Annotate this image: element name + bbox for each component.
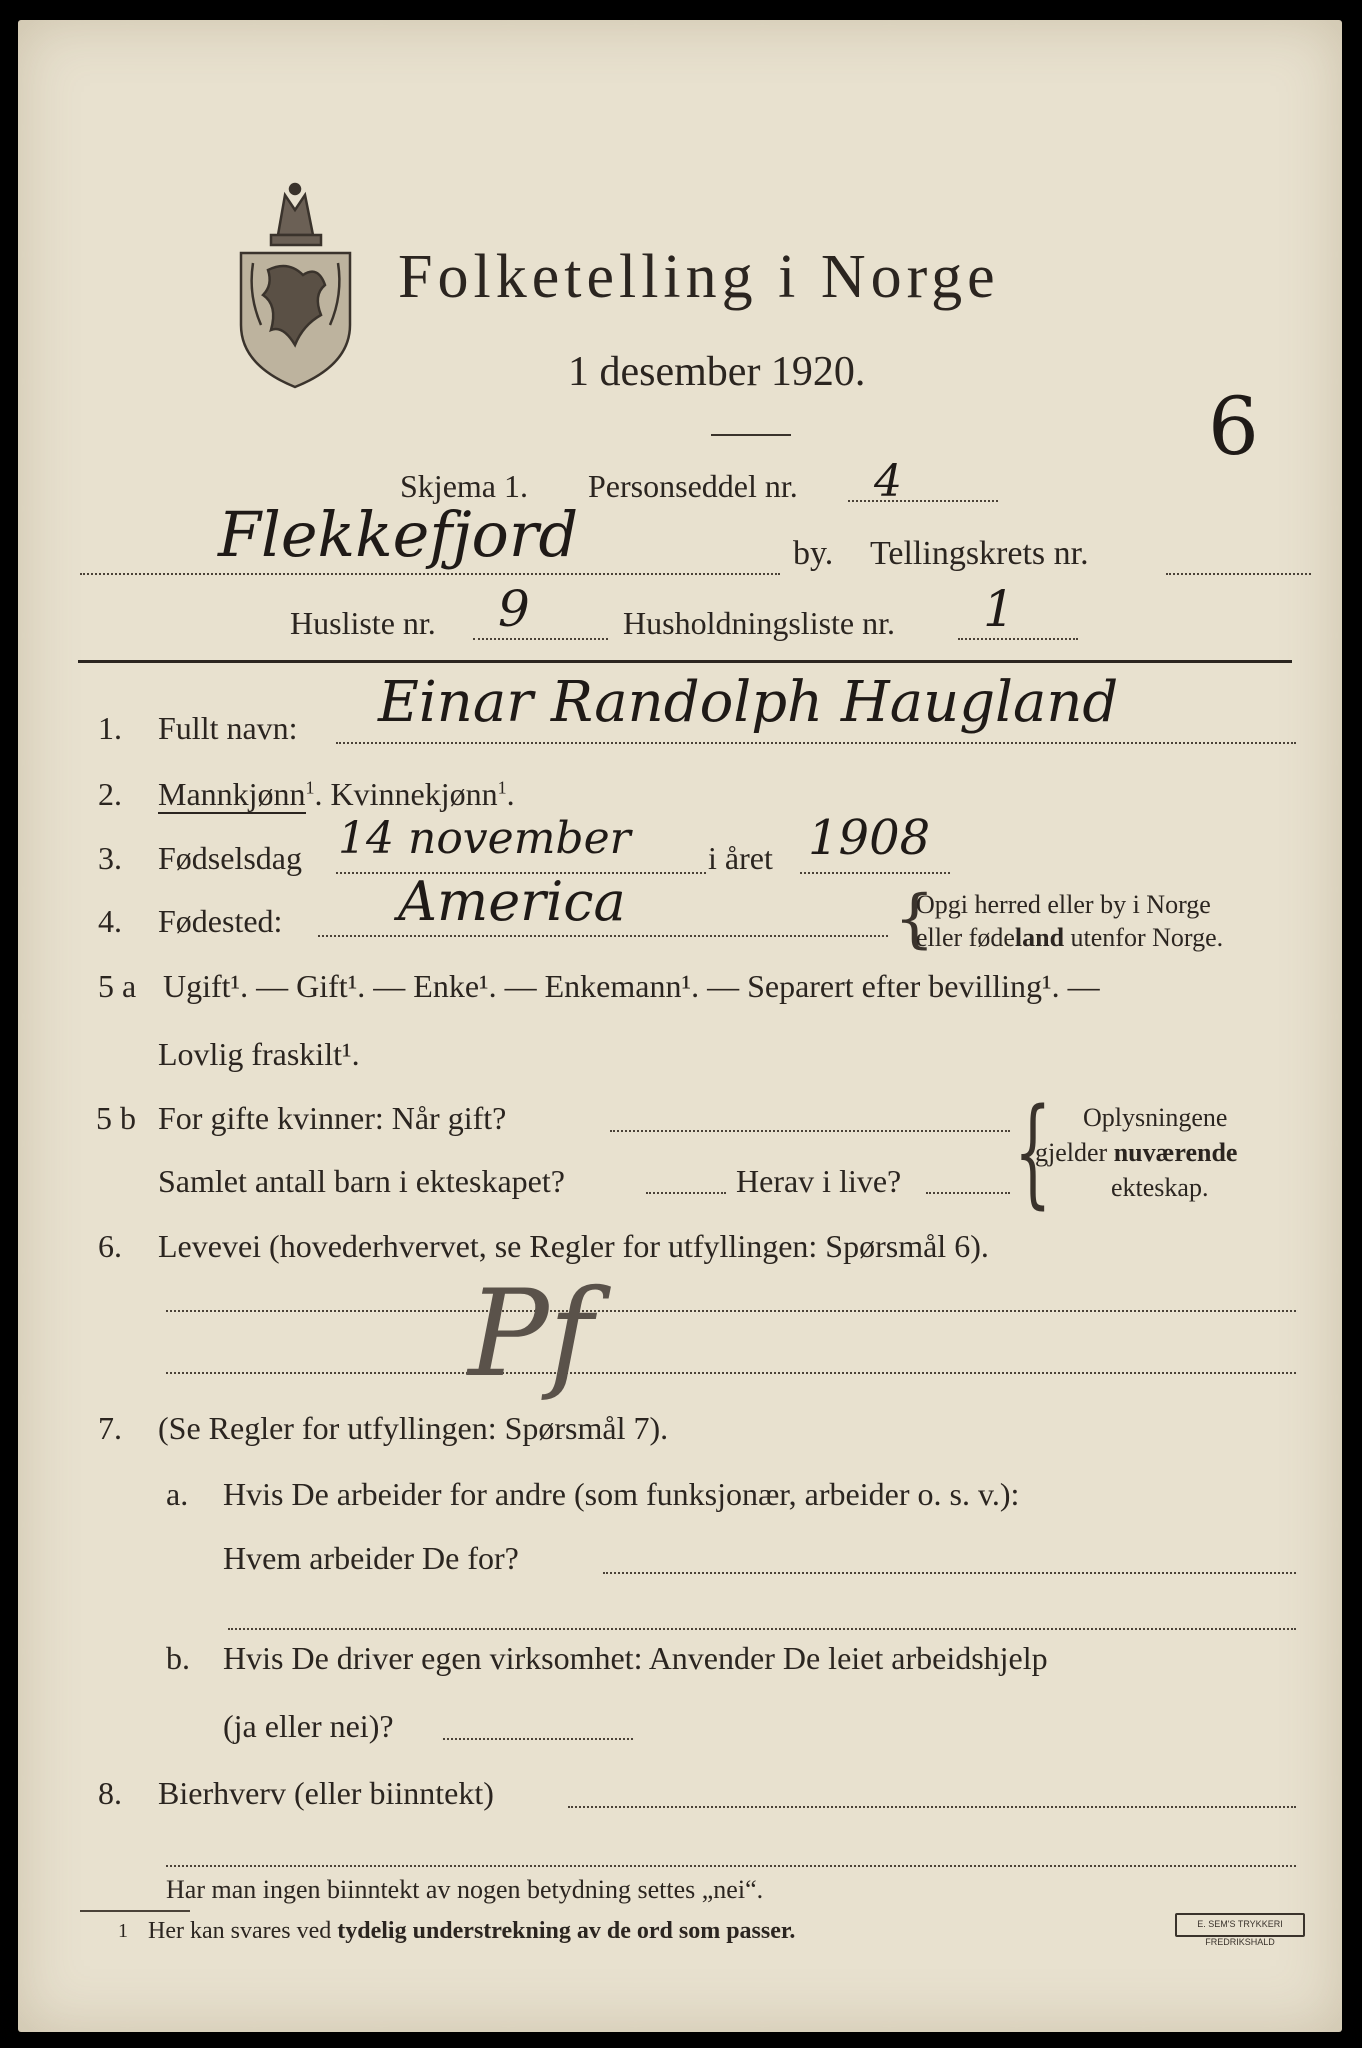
footnote-ref: 1	[497, 777, 507, 798]
q8-line2	[166, 1865, 1296, 1867]
q6-line2	[166, 1372, 1296, 1374]
personseddel-line	[848, 500, 998, 502]
tellingskrets-line	[1166, 573, 1311, 575]
q5b-alive-label: Herav i live?	[736, 1163, 902, 1199]
city-line	[80, 573, 780, 575]
q5b-note-line1: Oplysningene	[1083, 1103, 1228, 1132]
header-divider	[78, 660, 1292, 663]
q4-number: 4.	[98, 903, 122, 939]
q7a-employer-line	[603, 1572, 1296, 1574]
q2-end: .	[506, 776, 515, 812]
q7b-text: Hvis De driver egen virksomhet: Anvender De leiet arbeidshjelp	[223, 1640, 1048, 1676]
q1-line	[336, 742, 1296, 744]
q3-birth-year[interactable]: 1908	[808, 810, 931, 866]
husholdning-label: Husholdningsliste nr.	[623, 605, 896, 641]
q5b-number: 5 b	[96, 1100, 136, 1136]
q3-year-label: i året	[708, 840, 773, 876]
census-date: 1 desember 1920.	[568, 349, 866, 395]
q4-note-line1: Opgi herred eller by i Norge	[916, 890, 1211, 919]
by-label: by.	[793, 535, 834, 572]
q1-full-name[interactable]: Einar Randolph Haugland	[378, 670, 1119, 735]
q3-year-line	[800, 872, 950, 874]
q8-line1	[568, 1806, 1296, 1808]
q7b-line	[443, 1738, 633, 1740]
q4-line	[318, 935, 888, 937]
q6-pencil-mark: Pf	[468, 1265, 594, 1404]
q5b-note-line2: gjelder nuværende	[1035, 1138, 1238, 1167]
q2-gender-options	[158, 776, 515, 813]
q7a-letter: a.	[166, 1476, 189, 1512]
q4-brace: {	[894, 882, 935, 956]
q2-male-option[interactable]: Mannkjønn	[158, 776, 306, 812]
q5b-when-married-label: For gifte kvinner: Når gift?	[158, 1100, 507, 1136]
q1-number: 1.	[98, 710, 122, 746]
q8-note: Har man ingen biinntekt av nogen betydning settes „nei“.	[166, 1875, 764, 1904]
tellingskrets-label: Tellingskrets nr.	[870, 535, 1089, 572]
q5a-number: 5 a	[98, 968, 137, 1004]
q6-number: 6.	[98, 1228, 122, 1264]
q3-number: 3.	[98, 840, 122, 876]
q5a-marital-options[interactable]: Ugift¹. — Gift¹. — Enke¹. — Enkemann¹. — Separert efter bevilling¹. —	[163, 968, 1100, 1004]
husholdning-line	[958, 638, 1078, 640]
footnote-text: Her kan svares ved tydelig understrekning av de ord som passer.	[148, 1918, 796, 1944]
q7-number: 7.	[98, 1410, 122, 1446]
norwegian-lion-crest-icon	[233, 175, 358, 390]
husliste-value[interactable]: 9	[498, 580, 530, 638]
q2-number: 2.	[98, 776, 122, 812]
husholdning-value[interactable]: 1	[983, 580, 1015, 638]
city-value[interactable]: Flekkefjord	[218, 498, 579, 571]
husliste-line	[473, 638, 608, 640]
q4-label: Fødested:	[158, 903, 283, 939]
q5b-brace: {	[1014, 1082, 1052, 1220]
footnote-rule	[80, 1910, 190, 1912]
q3-label: Fødselsdag	[158, 840, 302, 876]
q2-female-option[interactable]: . Kvinnekjønn	[314, 776, 498, 812]
q5b-alive-line	[926, 1192, 1010, 1194]
q4-note-line2: eller fødeland utenfor Norge.	[916, 923, 1224, 952]
q6-line1	[166, 1310, 1296, 1312]
printer-stamp: E. SEM'S TRYKKERI FREDRIKSHALD	[1175, 1913, 1305, 1937]
q5b-children-line	[646, 1192, 726, 1194]
q7a-text: Hvis De arbeider for andre (som funksjonær, arbeider o. s. v.):	[223, 1476, 1020, 1512]
q5b-when-married-line	[610, 1130, 1010, 1132]
footnote-number: 1	[118, 1920, 128, 1942]
footnote-ref: 1	[305, 777, 315, 798]
q7a-employer-label: Hvem arbeider De for?	[223, 1540, 519, 1576]
census-form	[18, 20, 1342, 2032]
q1-label: Fullt navn:	[158, 710, 298, 746]
q7b-letter: b.	[166, 1640, 190, 1676]
personseddel-value[interactable]: 4	[874, 456, 902, 507]
q8-label: Bierhverv (eller biinntekt)	[158, 1775, 494, 1811]
q4-birthplace[interactable]: America	[398, 870, 626, 933]
q7a-line2	[228, 1628, 1296, 1630]
q7-label: (Se Regler for utfyllingen: Spørsmål 7).	[158, 1410, 669, 1446]
q3-birth-day[interactable]: 14 november	[338, 813, 631, 864]
q7b-yes-no-label: (ja eller nei)?	[223, 1708, 394, 1744]
title-divider	[711, 434, 791, 436]
q6-label: Levevei (hovederhvervet, se Regler for utfyllingen: Spørsmål 6).	[158, 1228, 989, 1264]
personseddel-label: Personseddel nr.	[588, 468, 798, 504]
q5a-divorced-option[interactable]: Lovlig fraskilt¹.	[158, 1036, 360, 1072]
q5b-children-label: Samlet antall barn i ekteskapet?	[158, 1163, 565, 1199]
skjema-label: Skjema 1.	[400, 468, 528, 504]
tellingskrets-value[interactable]: 6	[1208, 380, 1259, 473]
q8-number: 8.	[98, 1775, 122, 1811]
form-title: Folketelling i Norge	[398, 243, 1000, 311]
husliste-label: Husliste nr.	[290, 605, 436, 641]
q5b-note-line3: ekteskap.	[1111, 1173, 1209, 1202]
